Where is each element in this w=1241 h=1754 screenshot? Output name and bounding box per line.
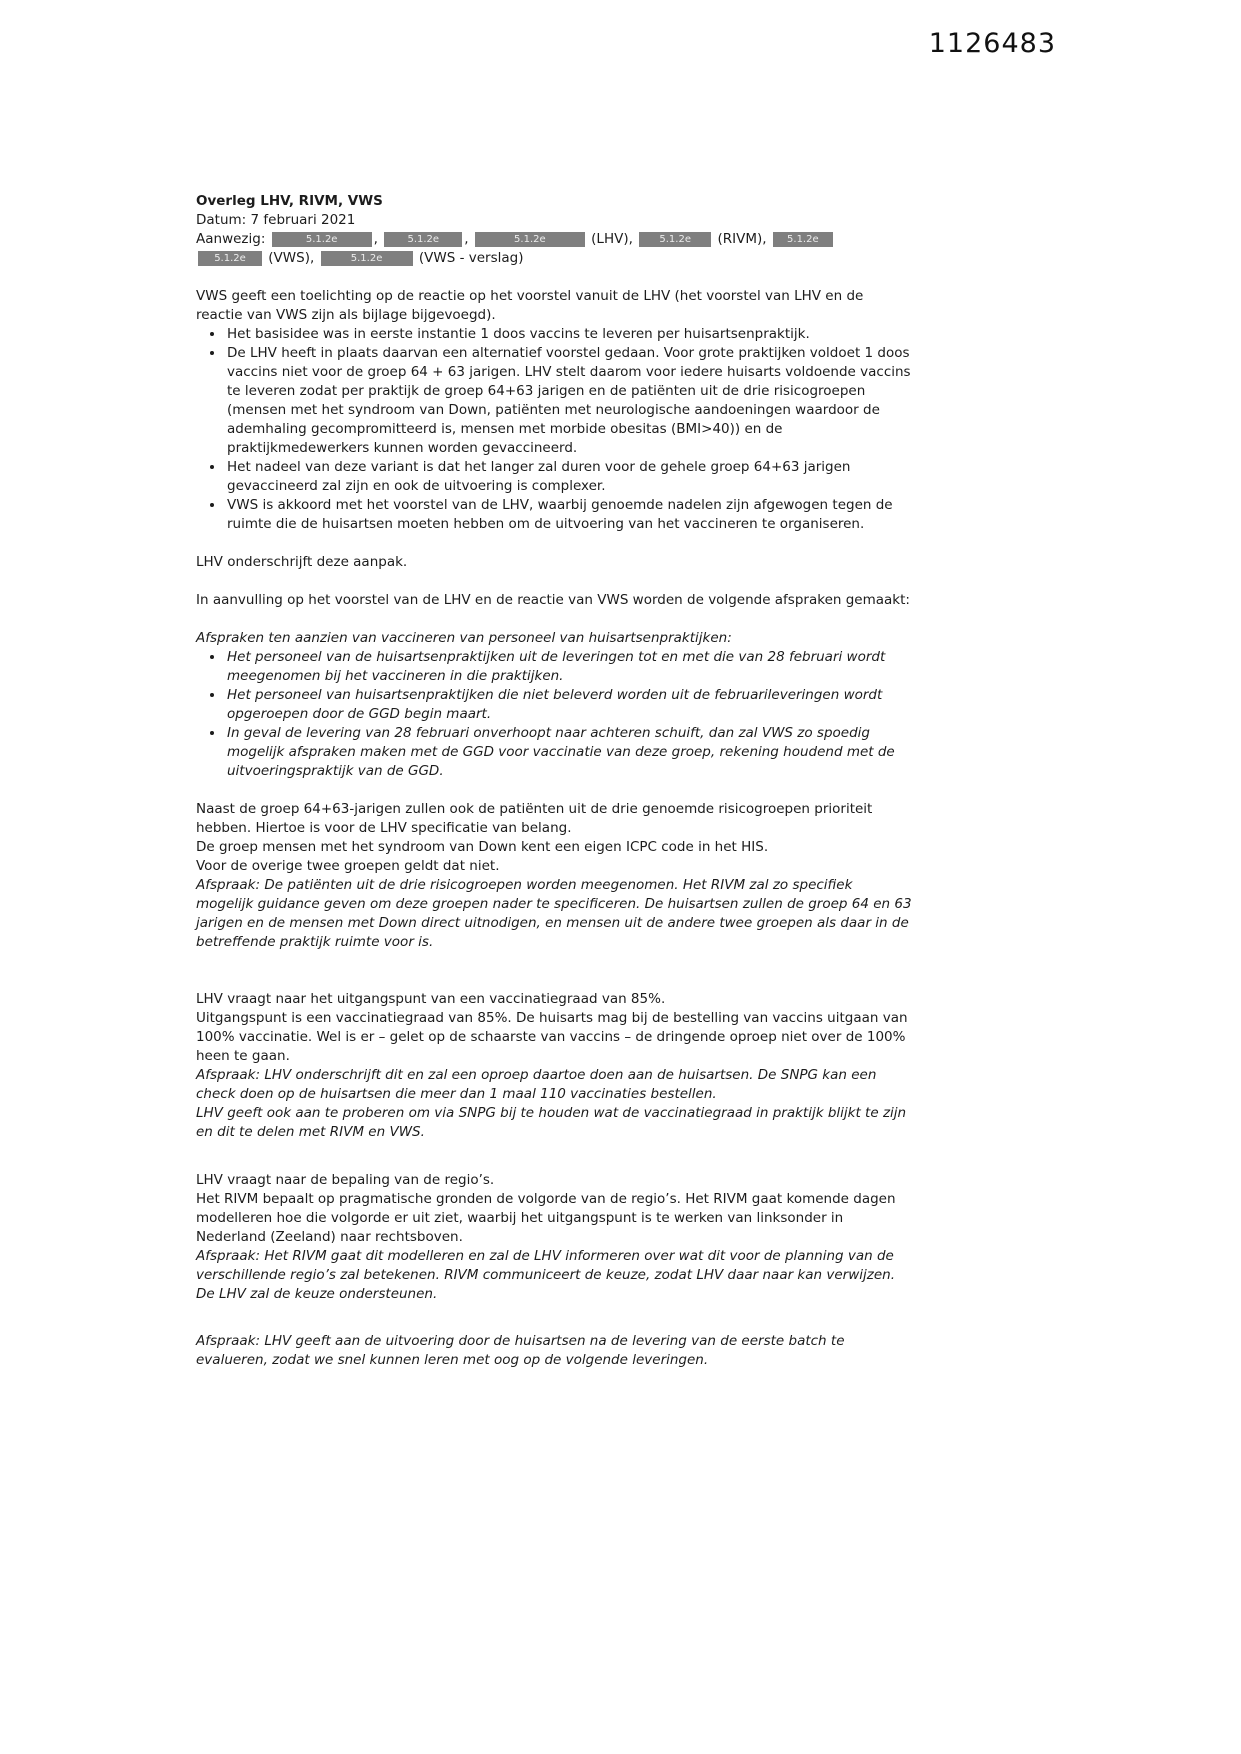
attendees-text: Aanwezig:	[196, 231, 270, 247]
paragraph: LHV geeft ook aan te proberen om via SNPG bij te houden wat de vaccinatiegraad in praktijk blijkt te zijn en dit te delen met RIVM en VWS.	[196, 1105, 907, 1140]
paragraph: In aanvulling op het voorstel van de LHV en de reactie van VWS worden de volgende afspraken gemaakt:	[196, 592, 910, 608]
paragraph: Afspraak: LHV onderschrijft dit en zal een oproep daartoe doen aan de huisartsen. De SNPG kan een check doen op de huisartsen die meer dan 1 maal 110 vaccinaties bestellen.	[196, 1067, 877, 1102]
redaction-box: 5.1.2e	[321, 251, 413, 266]
paragraph: Naast de groep 64+63-jarigen zullen ook de patiënten uit de drie genoemde risicogroepen prioriteit hebben. Hiertoe is voor de LHV specificatie van belang.	[196, 801, 873, 836]
document-body	[196, 287, 914, 1370]
bullet-item: • De LHV heeft in plaats daarvan een alternatief voorstel gedaan. Voor grote praktijken voldoet 1 doos vaccins niet voor de groep 64 + 63 jarigen. LHV stelt daarom voor iedere huisarts voldoende vaccins te leveren zodat per praktijk de groep 64+63 jarigen en de patiënten uit de drie risicogroepen (mensen met het syndroom van Down, patiënten met neurologische aandoeningen waardoor de ademhaling gecompromitteerd is, mensen met morbide obesitas (BMI>40)) en de praktijkmedewerkers kunnen worden gevaccineerd.	[225, 344, 914, 458]
attendees-text: ,	[373, 231, 383, 247]
document-title: Overleg LHV, RIVM, VWS	[196, 193, 383, 209]
bullet-item: • Het personeel van de huisartsenpraktijken uit de leveringen tot en met die van 28 februari wordt meegenomen bij het vaccineren in die praktijken.	[225, 648, 914, 686]
attendees-line	[196, 230, 914, 268]
paragraph: Voor de overige twee groepen geldt dat niet.	[196, 858, 500, 874]
paragraph: Afspraak: LHV geeft aan de uitvoering door de huisartsen na de levering van de eerste batch te evalueren, zodat we snel kunnen leren met oog op de volgende leveringen.	[196, 1333, 845, 1368]
redaction-box: 5.1.2e	[475, 232, 585, 247]
paragraph: LHV vraagt naar het uitgangspunt van een vaccinatiegraad van 85%.	[196, 991, 666, 1007]
attendees-row	[196, 230, 914, 249]
redaction-box: 5.1.2e	[272, 232, 372, 247]
paragraph: Het RIVM bepaalt op pragmatische gronden de volgorde van de regio’s. Het RIVM gaat komende dagen modelleren hoe die volgorde er uit ziet, waarbij het uitgangspunt is te werken van linksonder in Nederland (Zeeland) naar rechtsboven.	[196, 1190, 896, 1245]
paragraph: De groep mensen met het syndroom van Down kent een eigen ICPC code in het HIS.	[196, 839, 769, 855]
bullet-item: • Het personeel van huisartsenpraktijken die niet beleverd worden uit de februarileveringen wordt opgeroepen door de GGD begin maart.	[225, 686, 914, 724]
attendees-text: (VWS - verslag)	[414, 250, 524, 266]
attendees-text: ,	[464, 231, 473, 247]
bullet-item: • In geval de levering van 28 februari onverhoopt naar achteren schuift, dan zal VWS zo spoedig mogelijk afspraken maken met de GGD voor vaccinatie van deze groep, rekening houdend met de uitvoeringspraktijk van de GGD.	[225, 724, 914, 781]
page-number: 1126483	[928, 28, 1056, 59]
redaction-box: 5.1.2e	[639, 232, 711, 247]
bullet-list	[196, 648, 914, 781]
bullet-item: • Het nadeel van deze variant is dat het langer zal duren voor de gehele groep 64+63 jarigen gevaccineerd zal zijn en ook de uitvoering is complexer.	[225, 458, 914, 496]
attendees-text: (VWS),	[264, 250, 319, 266]
bullet-list	[196, 325, 914, 534]
paragraph: Uitgangspunt is een vaccinatiegraad van 85%. De huisarts mag bij de bestelling van vaccins uitgaan van 100% vaccinatie. Wel is er – gelet op de schaarste van vaccins – de dringende oproep niet over de 100% heen te gaan.	[196, 1010, 908, 1064]
date-line: Datum: 7 februari 2021	[196, 212, 356, 228]
attendees-text: (LHV),	[586, 231, 638, 247]
redaction-box: 5.1.2e	[384, 232, 462, 247]
attendees-row	[196, 249, 914, 268]
paragraph: VWS geeft een toelichting op de reactie op het voorstel vanuit de LHV (het voorstel van LHV en de reactie van VWS zijn als bijlage bijgevoegd).	[196, 288, 864, 323]
bullet-item: • Het basisidee was in eerste instantie 1 doos vaccins te leveren per huisartsenpraktijk.	[225, 325, 914, 344]
paragraph: LHV vraagt naar de bepaling van de regio’s.	[196, 1171, 495, 1188]
paragraph: Afspraak: De patiënten uit de drie risicogroepen worden meegenomen. Het RIVM zal zo specifiek mogelijk guidance geven om deze groepen nader te specificeren. De huisartsen zullen de groep 64 en 63 jarigen en de mensen met Down direct uitnodigen, en mensen uit de andere twee groepen als daar in de betreffende praktijk ruimte voor is.	[196, 877, 912, 950]
paragraph: Afspraak: Het RIVM gaat dit modelleren en zal de LHV informeren over wat dit voor de planning van de verschillende regio’s zal betekenen. RIVM communiceert de keuze, zodat LHV daar naar kan verwijzen. De LHV zal de keuze ondersteunen.	[196, 1247, 895, 1302]
paragraph: LHV onderschrijft deze aanpak.	[196, 554, 408, 570]
bullet-item: • VWS is akkoord met het voorstel van de LHV, waarbij genoemde nadelen zijn afgewogen tegen de ruimte die de huisartsen moeten hebben om de uitvoering van het vaccineren te organiseren.	[225, 496, 914, 534]
redaction-box: 5.1.2e	[198, 251, 262, 266]
document-content	[196, 192, 914, 1370]
redaction-box: 5.1.2e	[773, 232, 833, 247]
attendees-text: (RIVM),	[713, 231, 771, 247]
paragraph: Afspraken ten aanzien van vaccineren van personeel van huisartsenpraktijken:	[196, 630, 732, 646]
